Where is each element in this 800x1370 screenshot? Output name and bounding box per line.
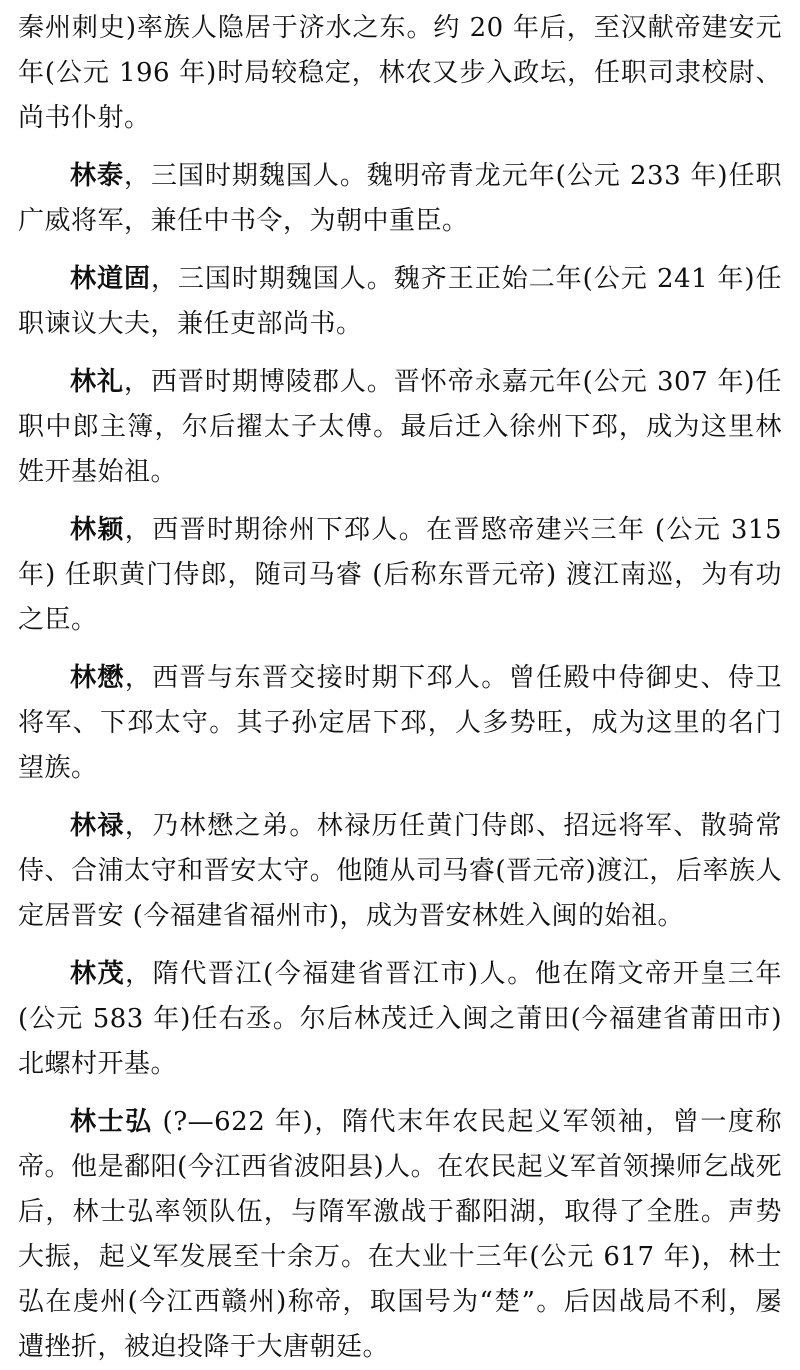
entry-text: ，西晋时期博陵郡人。晋怀帝永嘉元年(公元 307 年)任职中郎主簿，尔后擢太子太傅。最后迁入徐州下邳，成为这里林姓开基始祖。 — [18, 367, 782, 487]
entry-name: 林懋 — [70, 663, 125, 693]
entry-text: ，乃林懋之弟。林禄历任黄门侍郎、招远将军、散骑常侍、合浦太守和晋安太守。他随从司马睿(晋元帝)渡江，后率族人定居晋安 (今福建省福州市)，成为晋安林姓入闽的始祖。 — [18, 811, 782, 931]
entry-name: 林颖 — [70, 515, 125, 545]
entry-lin-daogu — [18, 257, 782, 347]
entry-name: 林禄 — [70, 811, 125, 841]
entry-lin-shihong — [18, 1100, 782, 1370]
entry-text: ，西晋与东晋交接时期下邳人。曾任殿中侍御史、侍卫将军、下邳太守。其子孙定居下邳，人多势旺，成为这里的名门望族。 — [18, 663, 782, 783]
entry-name: 林泰 — [70, 161, 124, 191]
entry-lin-mao — [18, 656, 782, 791]
entry-name: 林茂 — [70, 959, 126, 989]
entry-text: ，三国时期魏国人。魏明帝青龙元年(公元 233 年)任职广威将军，兼任中书令，为朝中重臣。 — [18, 161, 782, 236]
entry-name: 林士弘 — [70, 1107, 153, 1137]
document-page — [18, 6, 782, 1370]
entry-text: ，西晋时期徐州下邳人。在晋愍帝建兴三年 (公元 315 年) 任职黄门侍郎，随司马睿 (后称东晋元帝) 渡江南巡，为有功之臣。 — [18, 515, 782, 635]
entry-text: ，三国时期魏国人。魏齐王正始二年(公元 241 年)任职谏议大夫，兼任吏部尚书。 — [18, 264, 782, 339]
entry-lin-lu — [18, 804, 782, 939]
entry-lin-tai — [18, 154, 782, 244]
entry-name: 林礼 — [70, 367, 124, 397]
entry-text: ，隋代晋江(今福建省晋江市)人。他在隋文帝开皇三年(公元 583 年)任右丞。尔后林茂迁入闽之莆田(今福建省莆田市)北螺村开基。 — [18, 959, 782, 1079]
entry-lin-ying — [18, 508, 782, 643]
entry-lin-mao2 — [18, 952, 782, 1087]
entry-name: 林道固 — [70, 264, 151, 294]
continuation-paragraph: 秦州刺史)率族人隐居于济水之东。约 20 年后，至汉献帝建安元年(公元 196 年)时局较稳定，林农又步入政坛，任职司隶校尉、尚书仆射。 — [18, 13, 782, 133]
entry-lin-li — [18, 360, 782, 495]
entry-text: (?—622 年)，隋代末年农民起义军领袖，曾一度称帝。他是鄱阳(今江西省波阳县)人。在农民起义军首领操师乞战死后，林士弘率领队伍，与隋军激战于鄱阳湖，取得了全胜。声势大振，起义军发展至十余万。在大业十三年(公元 617 年)，林士弘在虔州(今江西赣州)称帝，取国号为“楚”。后因战局不利，屡遭挫折，被迫投降于大唐朝廷。 — [18, 1107, 782, 1362]
